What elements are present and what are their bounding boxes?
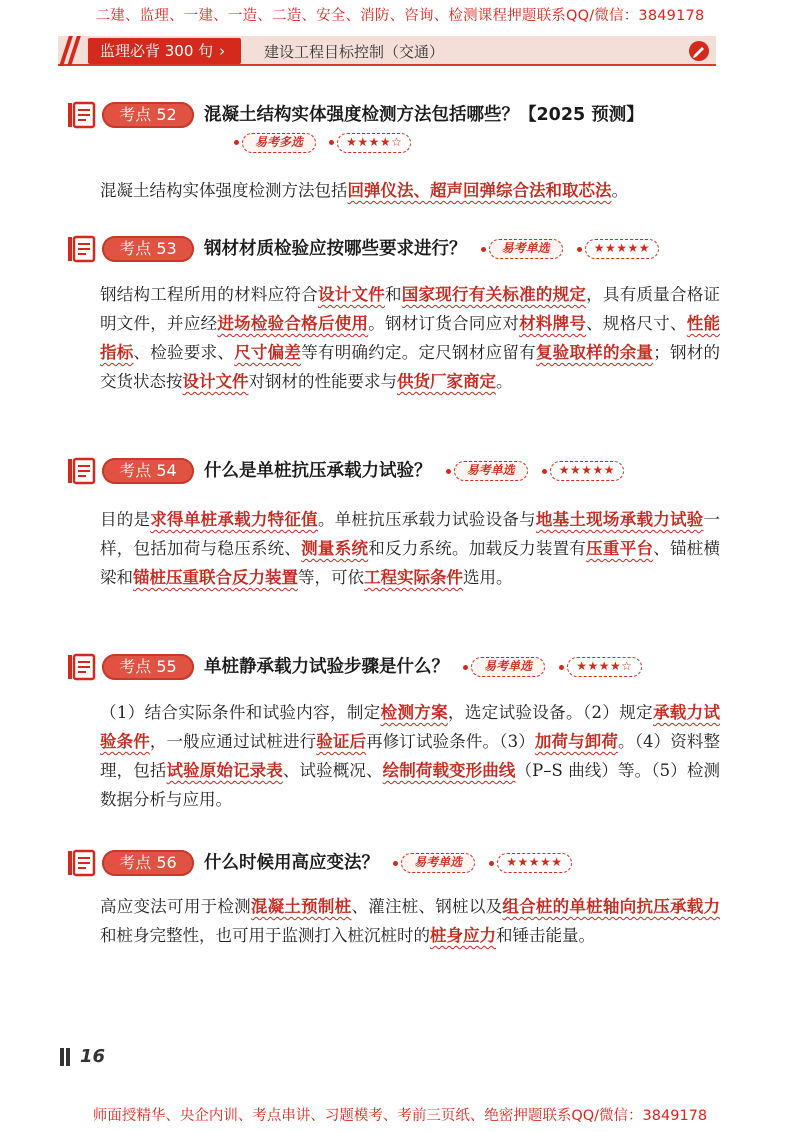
dot-icon: [446, 469, 451, 474]
key-point-highlight: 混凝土预制桩: [250, 897, 352, 916]
kaodian-title-text: 单桩静承载力试验步骤是什么？: [204, 657, 449, 677]
key-point-highlight: 组合桩的单桩轴向抗压承载力: [502, 897, 721, 916]
key-point-highlight: 性能指标: [100, 314, 721, 362]
star-rating: ★★★★★: [585, 239, 659, 259]
dot-icon: [577, 247, 582, 252]
body-text-segment: ，一般应通过试桩进行: [149, 732, 317, 751]
body-text-segment: 选用。: [463, 568, 513, 587]
kaodian-badge: 考点 53: [102, 236, 194, 262]
key-point-highlight: 地基土现场承载力试验: [535, 510, 704, 529]
notebook-icon: [66, 456, 96, 486]
kaodian-title-text: 什么是单桩抗压承载力试验？: [204, 461, 432, 481]
star-rating: ★★★★☆: [567, 657, 641, 677]
key-point-highlight: 供货厂家商定: [397, 372, 496, 391]
body-text-segment: ，选定试验设备。（2）规定: [448, 703, 653, 722]
difficulty-tag: 易考单选: [471, 657, 545, 677]
key-point-highlight: 国家现行有关标准的规定: [401, 285, 587, 304]
kaodian-section-56: [66, 846, 726, 880]
header-label: [88, 38, 241, 64]
kaodian-title: [204, 654, 642, 680]
body-text-segment: 。: [496, 372, 513, 391]
body-text-segment: ，具有质量合格证明文件，并应经: [100, 285, 721, 333]
difficulty-tag: 易考单选: [489, 239, 563, 259]
kaodian-body-55: [100, 698, 720, 814]
kaodian-body-53: [100, 280, 720, 396]
kaodian-title: [204, 236, 659, 262]
body-text-segment: 、试验概况、: [282, 761, 383, 780]
body-text-segment: （P–S 曲线）等。（5）检测数据分析与应用。: [100, 761, 721, 809]
body-text-segment: 、灌注桩、钢桩以及: [351, 897, 503, 916]
dot-icon: [393, 861, 398, 866]
star-rating: ★★★★★: [550, 461, 624, 481]
kaodian-title-text: 什么时候用高应变法？: [204, 853, 379, 873]
body-text-segment: 对钢材的性能要求与: [248, 372, 397, 391]
kaodian-title: [204, 458, 624, 484]
key-point-highlight: 压重平台: [586, 539, 654, 558]
kaodian-badge: 考点 56: [102, 850, 194, 876]
star-rating: ★★★★★: [497, 853, 571, 873]
key-point-highlight: 测量系统: [301, 539, 369, 558]
body-text-segment: 。: [611, 181, 628, 200]
key-point-highlight: 复验取样的余量: [535, 343, 654, 362]
key-point-highlight: 加荷与卸荷: [534, 732, 619, 751]
key-point-highlight: 工程实际条件: [364, 568, 463, 587]
key-point-highlight: 桩身应力: [430, 926, 496, 945]
body-text-segment: 等，可依: [298, 568, 364, 587]
body-text-segment: ；钢材的交货状态按: [100, 343, 721, 391]
kaodian-section-54: [66, 454, 726, 488]
kaodian-section-53: [66, 232, 726, 266]
body-text-segment: 、锚桩横梁和: [100, 539, 721, 587]
body-text-segment: 和反力系统。加载反力装置有: [368, 539, 587, 558]
body-text-segment: 。钢材订货合同应对: [368, 314, 520, 333]
key-point-highlight: 设计文件: [317, 285, 385, 304]
kaodian-badge: 考点 54: [102, 458, 194, 484]
key-point-highlight: 绘制荷载变形曲线: [382, 761, 516, 780]
notebook-icon: [66, 100, 96, 130]
key-point-highlight: 检测方案: [380, 703, 449, 722]
kaodian-body-52: [100, 176, 720, 205]
body-text-segment: 一样，包括加荷与稳压系统、: [100, 510, 721, 558]
kaodian-title: 混凝土结构实体强度检测方法包括哪些？【2025 预测】: [204, 105, 644, 125]
kaodian-badge: 考点 55: [102, 654, 194, 680]
key-point-highlight: 试验原始记录表: [166, 761, 283, 780]
star-rating: ★★★★☆: [337, 133, 411, 153]
page-bar-decoration: [60, 1048, 64, 1066]
key-point-highlight: 设计文件: [182, 372, 249, 391]
body-text-segment: 。（4）资料整理，包括: [100, 732, 721, 780]
chevron-right-icon: ›: [219, 42, 226, 60]
key-point-highlight: 承载力试验条件: [100, 703, 721, 751]
chapter-header: [58, 36, 716, 66]
difficulty-tag: 易考多选: [242, 133, 316, 153]
difficulty-tag: 易考单选: [454, 461, 528, 481]
key-point-highlight: 尺寸偏差: [234, 343, 302, 362]
header-subtitle: 建设工程目标控制（交通）: [264, 43, 445, 61]
body-text-segment: 和: [385, 285, 402, 304]
key-point-highlight: 回弹仪法、超声回弹综合法和取芯法: [347, 181, 612, 200]
key-point-highlight: 材料牌号: [519, 314, 587, 333]
difficulty-tag: 易考单选: [401, 853, 475, 873]
tags-row: [226, 132, 411, 153]
kaodian-badge: 考点 52: [102, 102, 194, 128]
page-number-text: 16: [80, 1046, 106, 1067]
notebook-icon: [66, 652, 96, 682]
header-label-text: 监理必背 300 句: [100, 42, 214, 60]
kaodian-title-text: 钢材材质检验应按哪些要求进行？: [204, 239, 467, 259]
kaodian-title: [204, 850, 572, 876]
page-bar-decoration: [66, 1048, 70, 1066]
body-text-segment: 、检验要求、: [133, 343, 235, 362]
kaodian-body-54: [100, 505, 720, 592]
body-text-segment: 钢结构工程所用的材料应符合: [100, 285, 318, 304]
dot-icon: [234, 140, 239, 145]
dot-icon: [463, 665, 468, 670]
body-text-segment: 和锤击能量。: [496, 926, 595, 945]
key-point-highlight: 进场检验合格后使用: [217, 314, 369, 333]
body-text-segment: 。单桩抗压承载力试验设备与: [317, 510, 536, 529]
body-text-segment: 再修订试验条件。（3）: [366, 732, 535, 751]
key-point-highlight: 验证后: [316, 732, 367, 751]
kaodian-body-56: [100, 892, 720, 950]
body-text-segment: 等有明确约定。定尺钢材应留有: [301, 343, 536, 362]
key-point-highlight: 求得单桩承载力特征值: [150, 510, 318, 529]
body-text-segment: 混凝土结构实体强度检测方法包括: [100, 181, 348, 200]
body-text-segment: 高应变法可用于检测: [100, 897, 251, 916]
dot-icon: [329, 140, 334, 145]
dot-icon: [489, 861, 494, 866]
body-text-segment: 、规格尺寸、: [586, 314, 687, 333]
key-point-highlight: 锚桩压重联合反力装置: [133, 568, 298, 587]
kaodian-section-55: [66, 650, 726, 684]
notebook-icon: [66, 848, 96, 878]
body-text-segment: 和桩身完整性，也可用于监测打入桩沉桩时的: [100, 926, 430, 945]
dot-icon: [542, 469, 547, 474]
top-banner: 二建、监理、一建、一造、二造、安全、消防、咨询、检测课程押题联系QQ/微信：3849178: [95, 8, 705, 24]
notebook-icon: [66, 234, 96, 264]
bottom-banner: 师面授精华、央企内训、考点串讲、习题模考、考前三页纸、绝密押题联系QQ/微信：3849178: [92, 1108, 708, 1124]
body-text-segment: （1）结合实际条件和试验内容，制定: [100, 703, 381, 722]
dot-icon: [481, 247, 486, 252]
pen-icon: [688, 40, 710, 62]
dot-icon: [559, 665, 564, 670]
page-number: [60, 1046, 105, 1067]
kaodian-section-52: [66, 98, 726, 149]
body-text-segment: 目的是: [100, 510, 151, 529]
